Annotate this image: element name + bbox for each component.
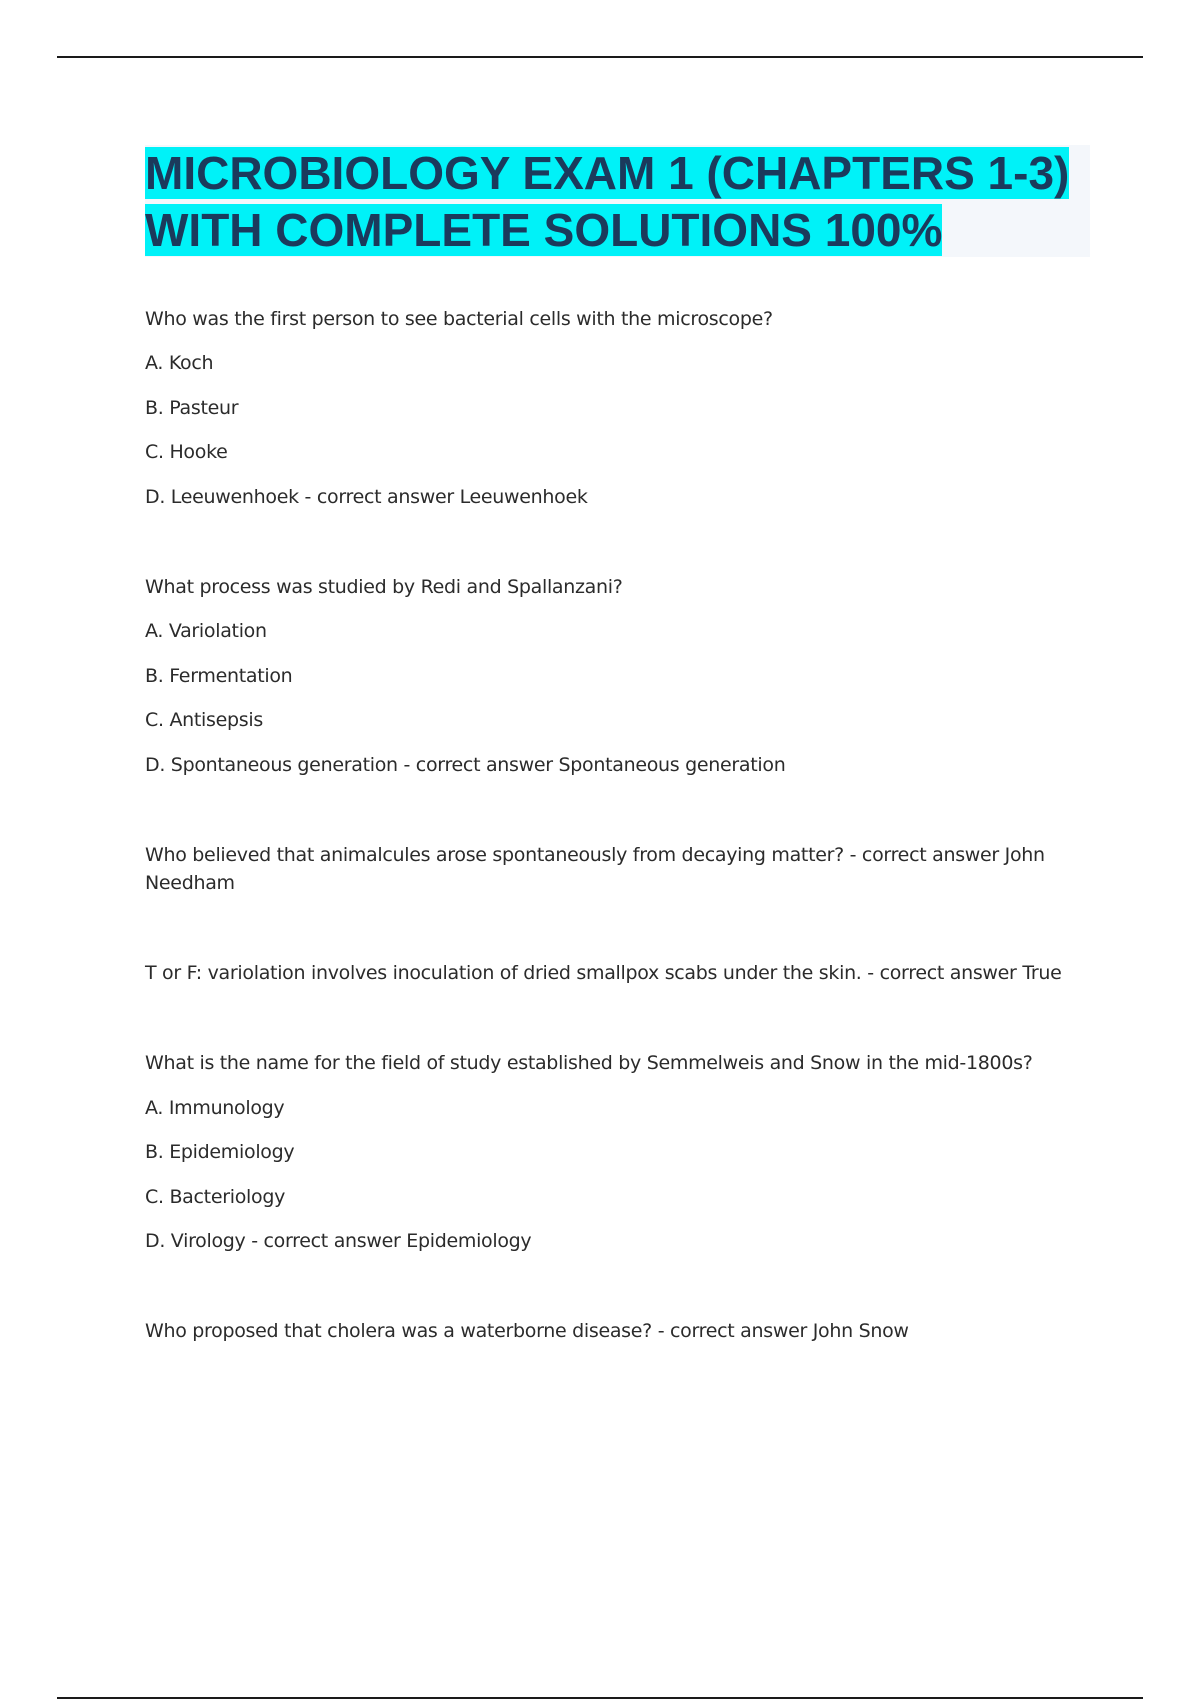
question-block [145,305,1090,511]
answer-option: B. Epidemiology [145,1141,295,1163]
answer-option: A. Variolation [145,620,267,642]
question-text: Who was the first person to see bacterial cells with the microscope? [145,308,773,330]
answer-option: C. Hooke [145,441,228,463]
question-list [145,305,1090,1345]
question-text: What is the name for the field of study established by Semmelweis and Snow in the mid-1800s? [145,1052,1033,1074]
answer-option: D. Virology - correct answer Epidemiology [145,1230,532,1252]
answer-option: A. Immunology [145,1097,285,1119]
answer-option: C. Antisepsis [145,709,263,731]
question-block [145,1049,1090,1255]
document-body [145,145,1090,1345]
answer-option: D. Spontaneous generation - correct answer Spontaneous generation [145,754,786,776]
answer-option: A. Koch [145,352,214,374]
question-text: Who believed that animalcules arose spontaneously from decaying matter? - correct answer John Needham [145,844,1045,894]
question-block [145,841,1090,897]
document-title: MICROBIOLOGY EXAM 1 (CHAPTERS 1-3) WITH COMPLETE SOLUTIONS 100% [145,147,1070,256]
question-block [145,1317,1090,1345]
question-text: T or F: variolation involves inoculation of dried smallpox scabs under the skin. - correct answer True [145,962,1062,984]
question-text: Who proposed that cholera was a waterborne disease? - correct answer John Snow [145,1320,909,1342]
question-block [145,959,1090,987]
answer-option: D. Leeuwenhoek - correct answer Leeuwenhoek [145,486,588,508]
answer-option: C. Bacteriology [145,1186,286,1208]
answer-option: B. Fermentation [145,665,293,687]
footer-rule [57,1697,1143,1699]
question-block [145,573,1090,779]
question-text: What process was studied by Redi and Spallanzani? [145,576,623,598]
answer-option: B. Pasteur [145,397,239,419]
title-block [145,145,1090,257]
header-rule [57,56,1143,58]
